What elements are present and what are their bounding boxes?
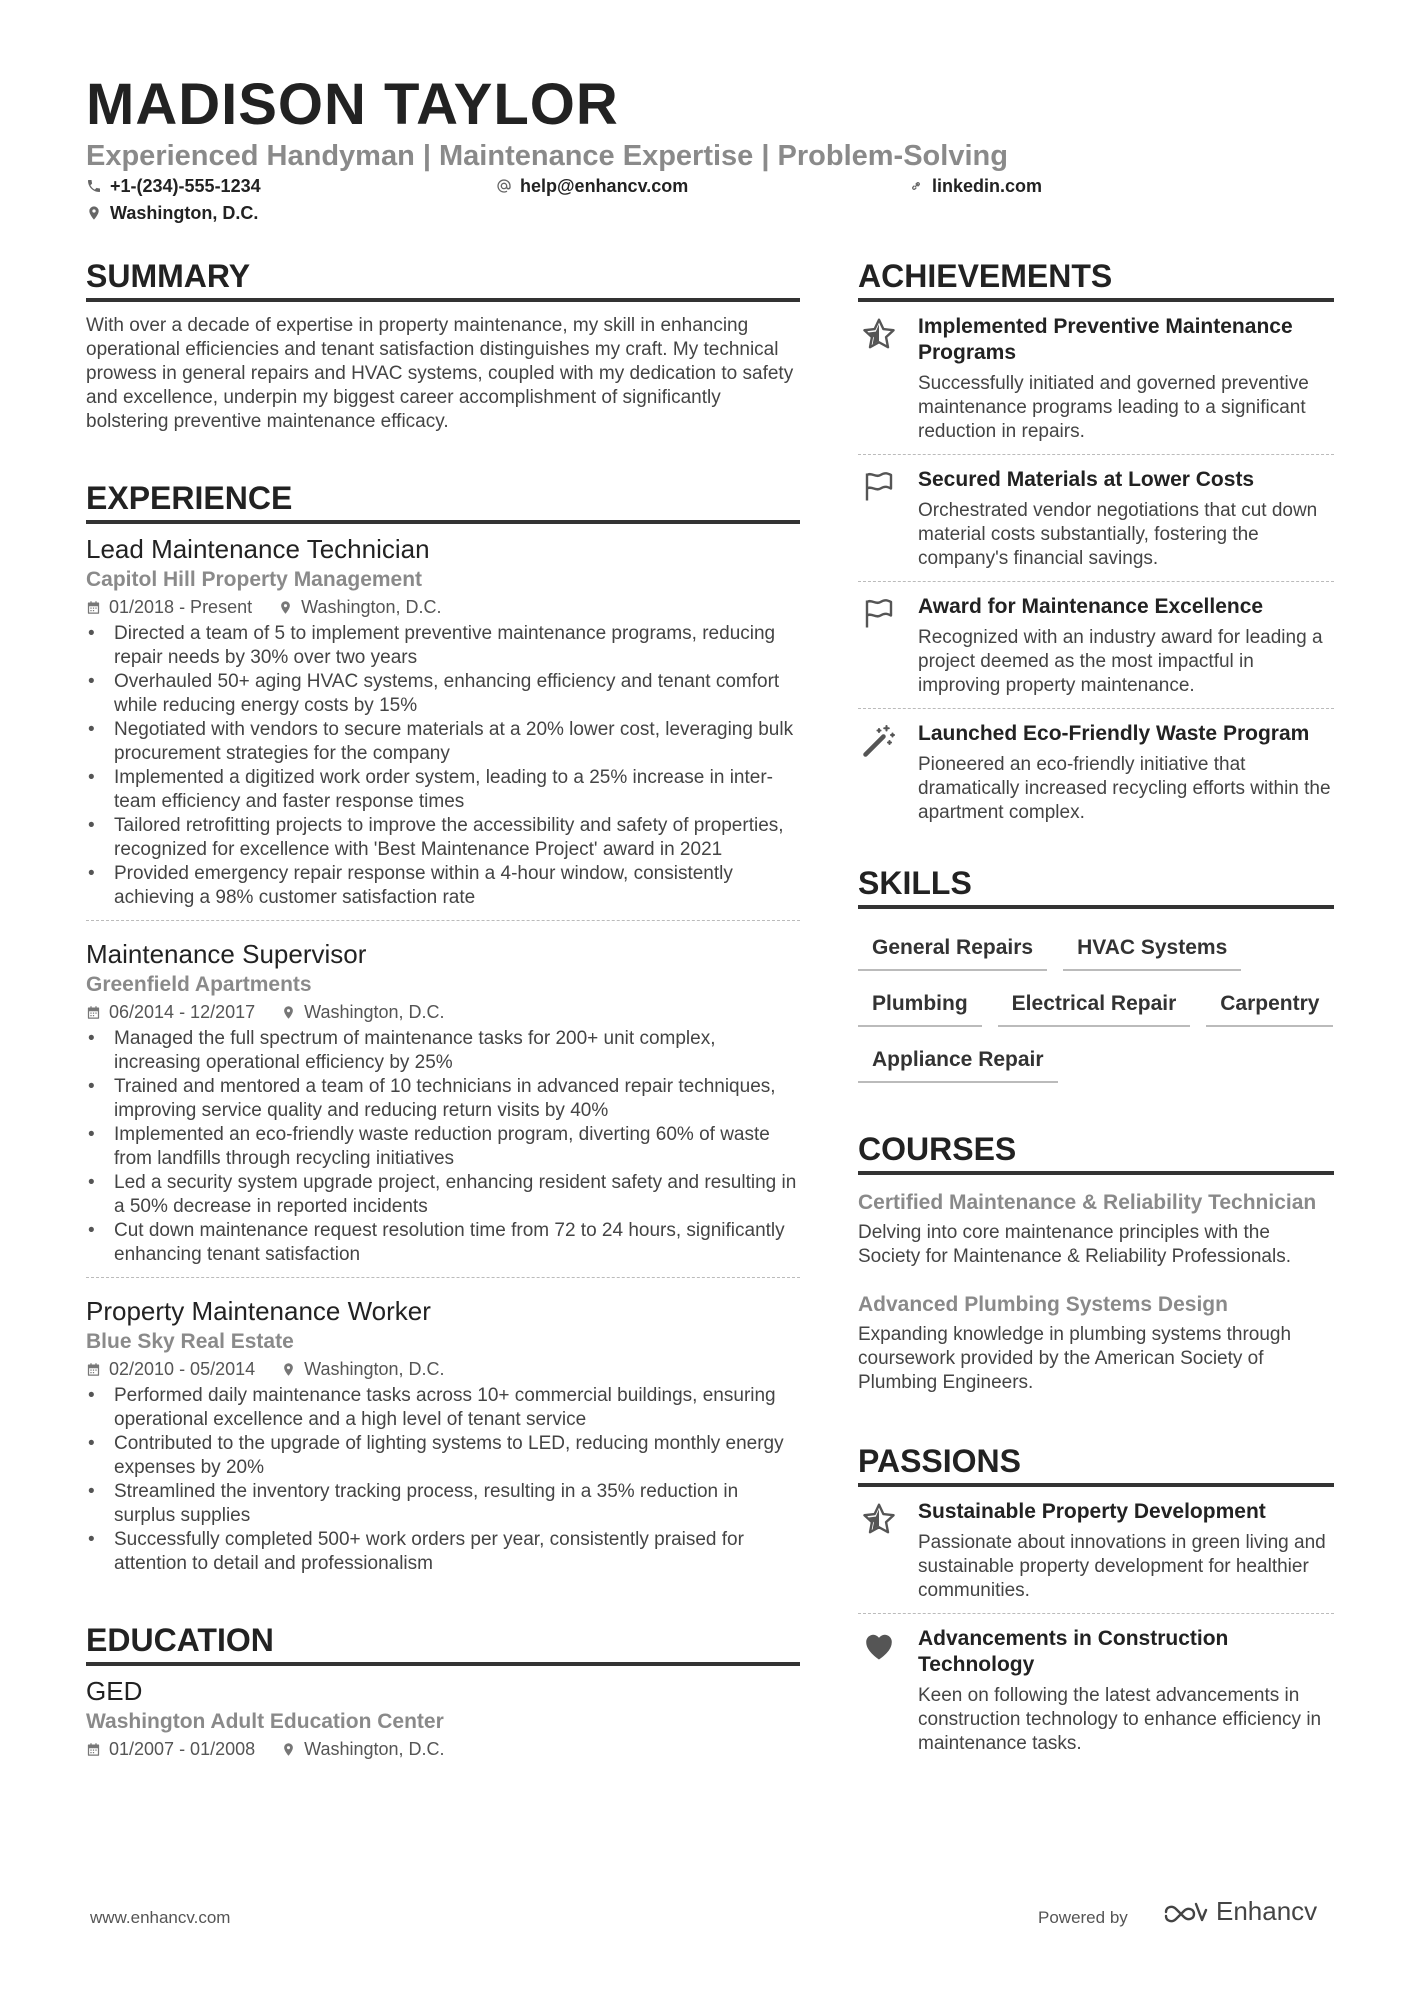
course-title: Certified Maintenance & Reliability Technician: [858, 1191, 1317, 1214]
experience-entry: [86, 1277, 800, 1586]
education-location-text: Washington, D.C.: [304, 1739, 445, 1759]
skill-tag: Electrical Repair: [998, 985, 1191, 1027]
location-pin-icon: [278, 600, 293, 615]
education-dates-text: 01/2007 - 01/2008: [109, 1739, 256, 1759]
achievement-desc: Pioneered an eco-friendly initiative that dramatically increased recycling efforts within the apartment complex.: [918, 754, 1331, 823]
skills-heading: SKILLS: [858, 863, 1334, 909]
passion-title: Advancements in Construction Technology: [918, 1627, 1229, 1676]
job-meta: [86, 594, 800, 620]
job-dates: [86, 594, 252, 620]
bullet-item: • Managed the full spectrum of maintenance tasks for 200+ unit complex, increasing operational efficiency by 25%: [86, 1027, 800, 1075]
job-dates-text: 06/2014 - 12/2017: [109, 1002, 256, 1022]
job-title: Property Maintenance Worker: [86, 1296, 431, 1326]
education-section: [86, 1620, 800, 1762]
email-text: help@enhancv.com: [520, 176, 689, 196]
skill-tag: HVAC Systems: [1063, 929, 1241, 971]
star-icon: [861, 1501, 897, 1537]
job-title: Maintenance Supervisor: [86, 939, 367, 969]
school-name: Washington Adult Education Center: [86, 1710, 444, 1733]
achievement-item: [858, 454, 1334, 581]
bullet-item: • Overhauled 50+ aging HVAC systems, enhancing efficiency and tenant comfort while reducing energy costs by 15%: [86, 670, 800, 718]
magic-wand-icon: [861, 723, 897, 759]
job-dates: [86, 1356, 255, 1382]
bullet-item: • Provided emergency repair response within a 4-hour window, consistently achieving a 98% customer satisfaction rate: [86, 862, 800, 910]
achievement-desc: Recognized with an industry award for leading a project deemed as the most impactful in improving property maintenance.: [918, 627, 1323, 696]
candidate-headline: Experienced Handyman | Maintenance Expertise | Problem-Solving: [86, 140, 1008, 172]
achievement-item: [858, 302, 1334, 454]
skill-tag: Carpentry: [1206, 985, 1333, 1027]
skill-tag: Plumbing: [858, 985, 982, 1027]
passions-section: [858, 1441, 1334, 1766]
contact-location: [86, 201, 258, 225]
phone-icon: [86, 178, 102, 194]
achievement-item: [858, 708, 1334, 835]
flag-icon: [861, 469, 897, 505]
company-name: Greenfield Apartments: [86, 973, 312, 996]
job-bullets: [86, 622, 800, 910]
experience-heading: EXPERIENCE: [86, 478, 800, 524]
achievements-heading: ACHIEVEMENTS: [858, 256, 1334, 302]
experience-entry: [86, 920, 800, 1277]
location-pin-icon: [281, 1742, 296, 1757]
achievement-title: Launched Eco-Friendly Waste Program: [918, 722, 1310, 745]
courses-section: [858, 1129, 1334, 1395]
bullet-item: • Tailored retrofitting projects to improve the accessibility and safety of properties, recognized for excellence with 'Best Maintenance Project' award in 2021: [86, 814, 800, 862]
passion-desc: Keen on following the latest advancements in construction technology to enhance efficiency in maintenance tasks.: [918, 1685, 1322, 1754]
company-name: Blue Sky Real Estate: [86, 1330, 294, 1353]
achievement-title: Secured Materials at Lower Costs: [918, 468, 1255, 491]
job-meta: [86, 999, 800, 1025]
location-text: Washington, D.C.: [110, 203, 259, 223]
education-heading: EDUCATION: [86, 1620, 800, 1666]
calendar-icon: [86, 1362, 101, 1377]
passion-item: [858, 1613, 1334, 1766]
calendar-icon: [86, 1742, 101, 1757]
experience-entry: [86, 532, 800, 920]
enhancv-logo[interactable]: [1160, 1896, 1317, 1927]
linkedin-text: linkedin.com: [932, 176, 1043, 196]
education-dates: [86, 1736, 255, 1762]
education-meta: [86, 1736, 800, 1762]
enhancv-logo-icon: [1160, 1898, 1208, 1926]
job-dates: [86, 999, 255, 1025]
bullet-item: • Cut down maintenance request resolution time from 72 to 24 hours, significantly enhancing tenant satisfaction: [86, 1219, 800, 1267]
achievements-section: [858, 256, 1334, 835]
passion-title: Sustainable Property Development: [918, 1500, 1266, 1523]
bullet-item: • Directed a team of 5 to implement preventive maintenance programs, reducing repair needs by 30% over two years: [86, 622, 800, 670]
skills-section: [858, 863, 1334, 1083]
achievement-desc: Successfully initiated and governed preventive maintenance programs leading to a significant reduction in repairs.: [918, 373, 1309, 442]
skill-tag: General Repairs: [858, 929, 1047, 971]
course-desc: Delving into core maintenance principles with the Society for Maintenance & Reliability Professionals.: [858, 1222, 1291, 1267]
summary-text: With over a decade of expertise in property maintenance, my skill in enhancing operational efficiencies and tenant satisfaction distinguishes my craft. My technical prowess in general repairs and HVAC systems, coupled with my dedication to safety and excellence, underpin my biggest career accomplishment of significantly bolstering preventive maintenance efficacy.: [86, 315, 794, 432]
skills-list: [858, 929, 1334, 1083]
phone-text: +1-(234)-555-1234: [110, 176, 261, 196]
job-meta: [86, 1356, 800, 1382]
company-name: Capitol Hill Property Management: [86, 568, 423, 591]
job-title: Lead Maintenance Technician: [86, 534, 430, 564]
bullet-item: • Performed daily maintenance tasks across 10+ commercial buildings, ensuring operational excellence and a high level of tenant service: [86, 1384, 800, 1432]
bullet-item: • Successfully completed 500+ work orders per year, consistently praised for attention to detail and professionalism: [86, 1528, 800, 1576]
job-bullets: [86, 1027, 800, 1267]
left-column: [86, 256, 800, 1762]
calendar-icon: [86, 1005, 101, 1020]
job-dates-text: 02/2010 - 05/2014: [109, 1359, 256, 1379]
candidate-name: MADISON TAYLOR: [86, 72, 619, 137]
bullet-item: • Implemented an eco-friendly waste reduction program, diverting 60% of waste from landfills through recycling initiatives: [86, 1123, 800, 1171]
footer-powered-by: Powered by: [1038, 1908, 1128, 1927]
job-bullets: [86, 1384, 800, 1576]
course-title: Advanced Plumbing Systems Design: [858, 1293, 1228, 1316]
passion-desc: Passionate about innovations in green living and sustainable property development for healthier communities.: [918, 1532, 1326, 1601]
at-icon: [496, 178, 512, 194]
achievement-title: Award for Maintenance Excellence: [918, 595, 1264, 618]
job-dates-text: 01/2018 - Present: [109, 597, 253, 617]
bullet-item: • Led a security system upgrade project, enhancing resident safety and resulting in a 50% decrease in reported incidents: [86, 1171, 800, 1219]
job-location-text: Washington, D.C.: [304, 1002, 445, 1022]
bullet-item: • Contributed to the upgrade of lighting systems to LED, reducing monthly energy expenses by 20%: [86, 1432, 800, 1480]
location-pin-icon: [281, 1362, 296, 1377]
degree-title: GED: [86, 1676, 143, 1706]
bullet-item: • Trained and mentored a team of 10 technicians in advanced repair techniques, improving service quality and reducing return visits by 40%: [86, 1075, 800, 1123]
heart-icon: [861, 1628, 897, 1664]
link-icon: [908, 178, 924, 194]
job-location: [278, 594, 441, 620]
skill-tag: Appliance Repair: [858, 1041, 1058, 1083]
achievement-item: [858, 581, 1334, 708]
summary-heading: SUMMARY: [86, 256, 800, 302]
job-location-text: Washington, D.C.: [301, 597, 442, 617]
job-location: [281, 999, 444, 1025]
courses-heading: COURSES: [858, 1129, 1334, 1175]
passions-heading: PASSIONS: [858, 1441, 1334, 1487]
star-icon: [861, 316, 897, 352]
summary-section: [86, 256, 800, 434]
achievement-title: Implemented Preventive Maintenance Programs: [918, 315, 1293, 364]
job-location-text: Washington, D.C.: [304, 1359, 445, 1379]
bullet-item: • Implemented a digitized work order system, leading to a 25% increase in inter-team efficiency and faster response times: [86, 766, 800, 814]
right-column: [858, 256, 1334, 1766]
calendar-icon: [86, 600, 101, 615]
passion-item: [858, 1487, 1334, 1613]
experience-section: [86, 478, 800, 1586]
contact-email[interactable]: [496, 174, 688, 198]
job-location: [281, 1356, 444, 1382]
achievement-desc: Orchestrated vendor negotiations that cut down material costs substantially, fostering the company's financial savings.: [918, 500, 1318, 569]
flag-icon: [861, 596, 897, 632]
footer-website[interactable]: www.enhancv.com: [90, 1908, 231, 1927]
enhancv-brand-text: Enhancv: [1216, 1896, 1318, 1926]
contact-phone: [86, 174, 261, 198]
education-location: [281, 1736, 444, 1762]
location-pin-icon: [281, 1005, 296, 1020]
course-desc: Expanding knowledge in plumbing systems through coursework provided by the American Society of Plumbing Engineers.: [858, 1324, 1292, 1393]
location-pin-icon: [86, 205, 102, 221]
bullet-item: • Negotiated with vendors to secure materials at a 20% lower cost, leveraging bulk procurement strategies for the company: [86, 718, 800, 766]
contact-linkedin[interactable]: [908, 174, 1042, 198]
bullet-item: • Streamlined the inventory tracking process, resulting in a 35% reduction in surplus supplies: [86, 1480, 800, 1528]
